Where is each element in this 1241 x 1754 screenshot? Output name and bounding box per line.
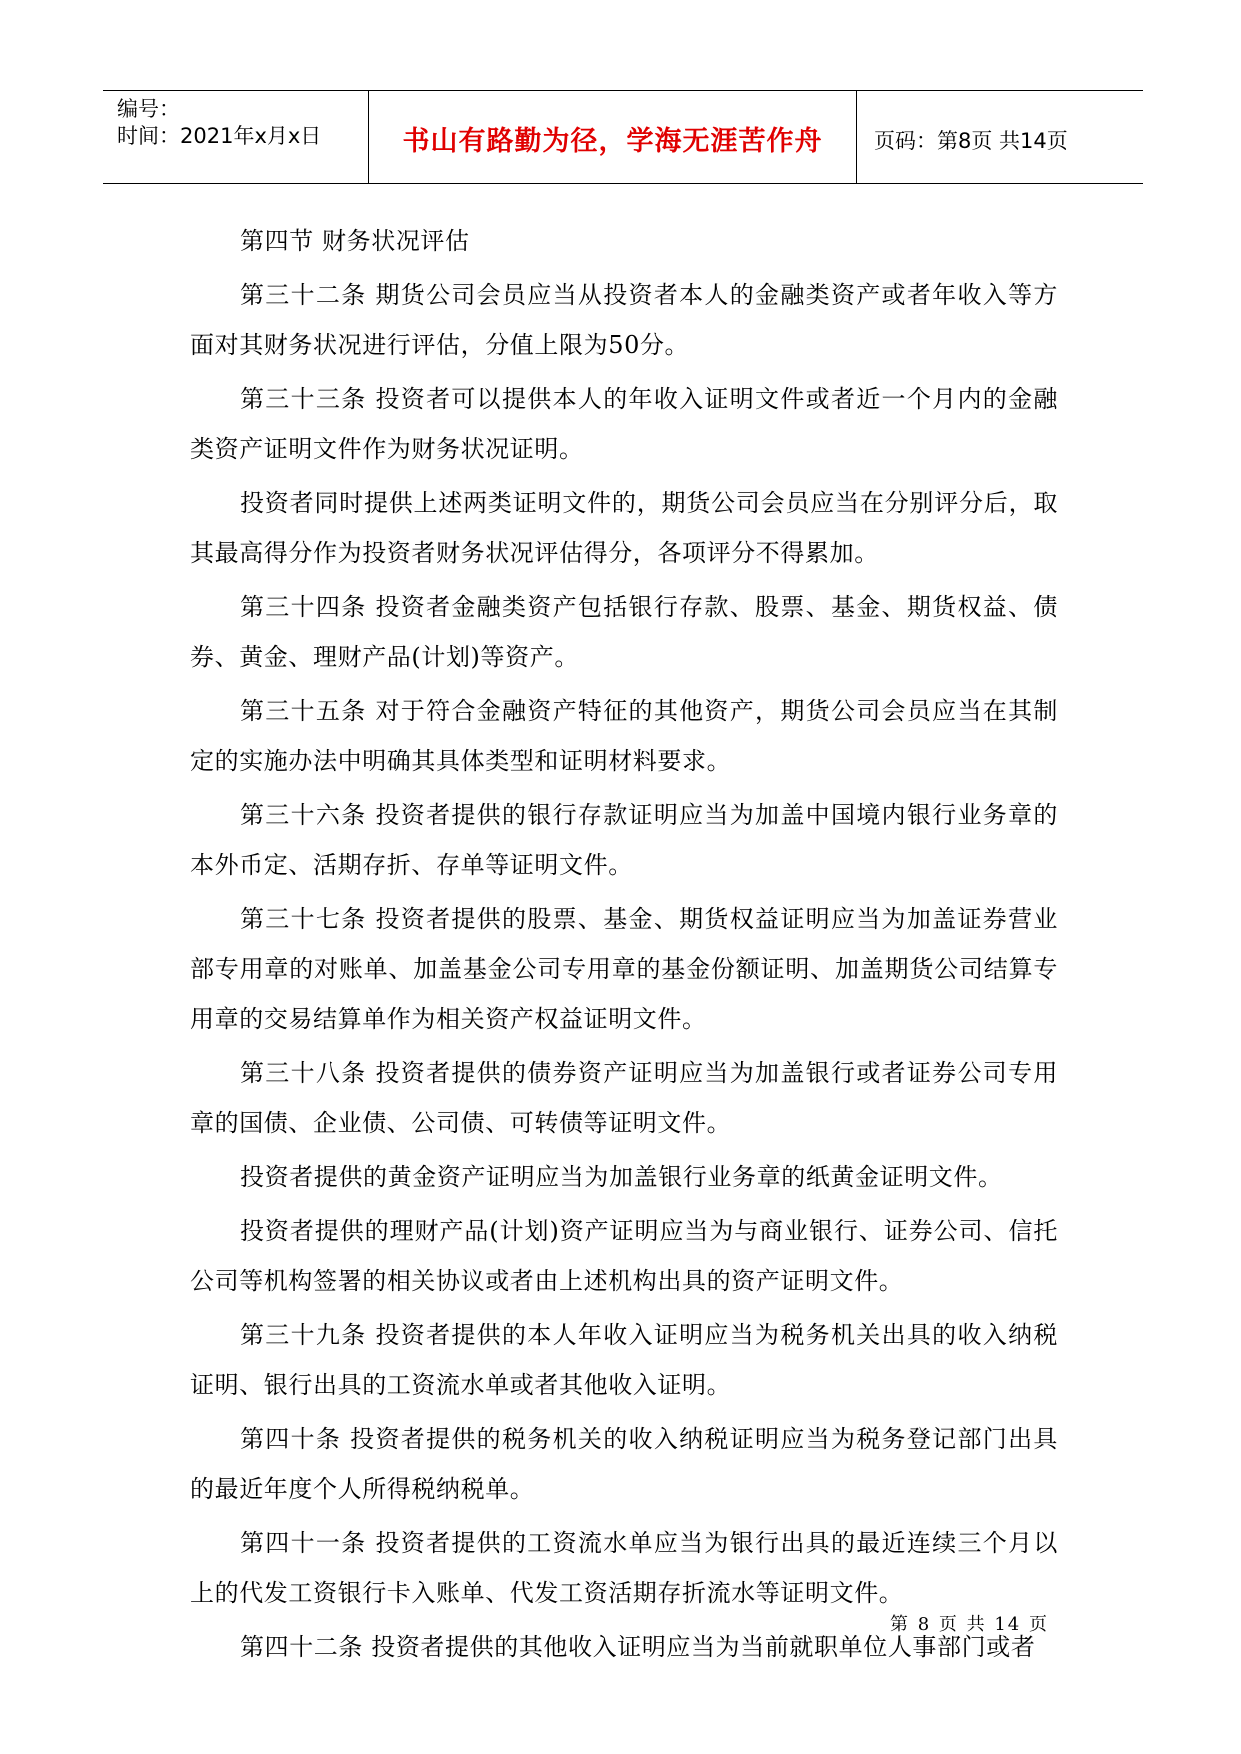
- header-left-cell: [103, 91, 369, 183]
- paragraph-article-34: 第三十四条 投资者金融类资产包括银行存款、股票、基金、期货权益、债券、黄金、理财产品(计划)等资产。: [190, 593, 1058, 671]
- document-number-label: 编号：: [117, 97, 180, 121]
- paragraph-article-32: 第三十二条 期货公司会员应当从投资者本人的金融类资产或者年收入等方面对其财务状况进行评估，分值上限为50分。: [190, 281, 1058, 359]
- paragraph-article-35: 第三十五条 对于符合金融资产特征的其他资产，期货公司会员应当在其制定的实施办法中明确其具体类型和证明材料要求。: [190, 697, 1058, 775]
- header-motto: 书山有路勤为径，学海无涯苦作舟: [402, 126, 823, 157]
- page-footer: 第 8 页 共 14 页: [890, 1614, 1049, 1635]
- paragraph-gold-assets: 投资者提供的黄金资产证明应当为加盖银行业务章的纸黄金证明文件。: [240, 1163, 1003, 1191]
- header-right-cell: [857, 91, 1143, 183]
- paragraph-article-39: 第三十九条 投资者提供的本人年收入证明应当为税务机关出具的收入纳税证明、银行出具的工资流水单或者其他收入证明。: [190, 1321, 1058, 1399]
- paragraph-article-42: 第四十二条 投资者提供的其他收入证明应当为当前就职单位人事部门或者: [240, 1633, 1036, 1661]
- document-body: [190, 216, 1058, 1676]
- paragraph-article-37: 第三十七条 投资者提供的股票、基金、期货权益证明应当为加盖证券营业部专用章的对账单、加盖基金公司专用章的基金份额证明、加盖期货公司结算专用章的交易结算单作为相关资产权益证明文件。: [190, 905, 1058, 1033]
- paragraph-article-41: 第四十一条 投资者提供的工资流水单应当为银行出具的最近连续三个月以上的代发工资银行卡入账单、代发工资活期存折流水等证明文件。: [190, 1529, 1058, 1607]
- paragraph-article-36: 第三十六条 投资者提供的银行存款证明应当为加盖中国境内银行业务章的本外币定、活期存折、存单等证明文件。: [190, 801, 1058, 879]
- header-page-info: 页码：第8页 共14页: [874, 129, 1068, 153]
- header-middle-cell: [369, 91, 857, 183]
- page-header: [103, 90, 1143, 184]
- paragraph-article-33-cont: 投资者同时提供上述两类证明文件的，期货公司会员应当在分别评分后，取其最高得分作为投资者财务状况评估得分，各项评分不得累加。: [190, 489, 1058, 567]
- document-time-label: 时间：2021年x月x日: [117, 124, 322, 148]
- paragraph-article-40: 第四十条 投资者提供的税务机关的收入纳税证明应当为税务登记部门出具的最近年度个人所得税纳税单。: [190, 1425, 1058, 1503]
- paragraph-wealth-products: 投资者提供的理财产品(计划)资产证明应当为与商业银行、证券公司、信托公司等机构签署的相关协议或者由上述机构出具的资产证明文件。: [190, 1217, 1058, 1295]
- section-heading: 第四节 财务状况评估: [240, 227, 470, 255]
- paragraph-article-38: 第三十八条 投资者提供的债券资产证明应当为加盖银行或者证券公司专用章的国债、企业债、公司债、可转债等证明文件。: [190, 1059, 1058, 1137]
- paragraph-article-33: 第三十三条 投资者可以提供本人的年收入证明文件或者近一个月内的金融类资产证明文件作为财务状况证明。: [190, 385, 1058, 463]
